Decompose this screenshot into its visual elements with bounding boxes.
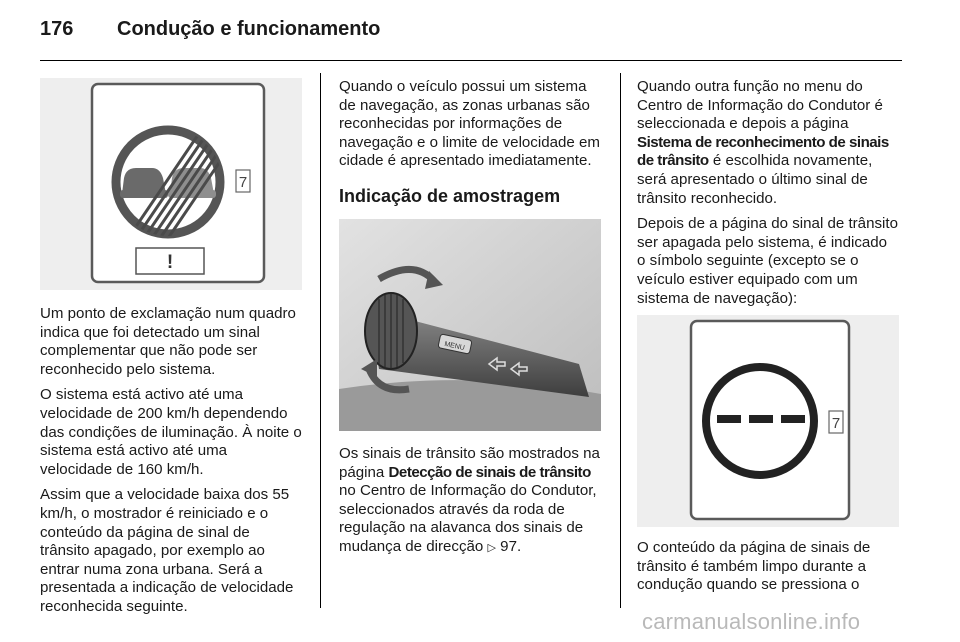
paragraph-content-cleared: O conteúdo da página de sinais de trânsito é também limpo durante a condução quando se pressiona o (637, 539, 871, 594)
text-before: Os sinais de trânsito são mostrados na página (339, 444, 600, 481)
text-after: no Centro de Informação do Condutor, seleccionados através da roda de regulação na alavanca dos sinais de mudança de direcção (339, 482, 597, 555)
chapter-title: Condução e funcionamento (117, 18, 381, 40)
paragraph-reset: Assim que a velocidade baixa dos 55 km/h, o mostrador é reiniciado e o conteúdo da página de sinal de trânsito apagado, por exemplo ao entrar numa zona urbana. Será a presentada a indicação de velocidade reconhecida seguinte. (40, 486, 294, 615)
page-name-bold: Sistema de reconhecimento de sinais de trânsito (637, 133, 889, 170)
turn-signal-lever-illustration (339, 219, 601, 431)
header-rule (40, 60, 902, 61)
paragraph-traffic-signs-page (339, 445, 601, 558)
cleared-sign-page-illustration (637, 315, 899, 527)
exclamation-mark: ! (166, 252, 174, 273)
column-2 (339, 78, 601, 565)
column-divider-1 (320, 73, 321, 608)
column-divider-2 (620, 73, 621, 608)
paragraph-other-function (637, 78, 899, 208)
text-before: Quando outra função no menu do Centro de Informação do Condutor é seleccionada e depois a página (637, 78, 883, 133)
page-number: 176 (40, 18, 74, 40)
column-3 (637, 78, 899, 602)
end-of-no-overtaking-sign-illustration (40, 78, 302, 290)
section-heading: Indicação de amostragem (339, 185, 561, 206)
page-reference-arrow-icon: ▷ (487, 541, 496, 554)
column-1 (40, 78, 302, 624)
paragraph-symbol-indicated: Depois de a página do sinal de trânsito ser apagada pelo sistema, é indicado o símbolo seguinte (excepto se o veículo estiver equipado com um sistema de navegação): (637, 215, 898, 307)
page-name-bold: Detecção de sinais de trânsito (388, 463, 591, 481)
watermark: carmanualsonline.info (642, 609, 861, 634)
text-after: é escolhida novamente, será apresentado o último sinal de trânsito reconhecido. (637, 152, 873, 207)
paragraph-navigation: Quando o veículo possui um sistema de navegação, as zonas urbanas são reconhecidas por informações de navegação e o limite de velocidade em cidade é apresentado imediatamente. (339, 78, 600, 170)
sign-number: 7 (238, 174, 248, 191)
sign-number: 7 (831, 415, 841, 433)
paragraph-speed-limits: O sistema está activo até uma velocidade de 200 km/h dependendo das condições de iluminação. À noite o sistema está activo até uma velocidade de 160 km/h. (40, 386, 302, 478)
page-header (40, 18, 900, 60)
paragraph-exclamation: Um ponto de exclamação num quadro indica que foi detectado um sinal complementar que não pode ser reconhecido pelo sistema. (40, 305, 296, 378)
dashes-icon (717, 415, 805, 423)
menu-button-label: MENU (443, 340, 466, 352)
page-reference: 97. (495, 537, 522, 555)
